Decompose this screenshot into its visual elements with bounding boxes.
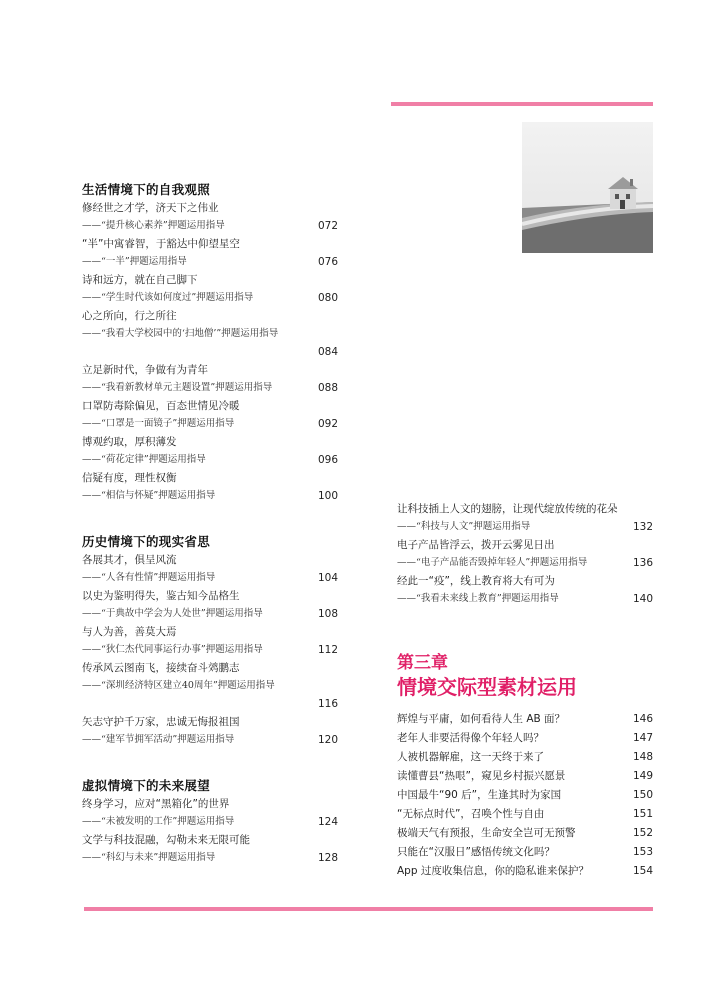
page-number: 084 (317, 346, 338, 358)
page-number: 132 (632, 521, 653, 533)
page-number: 072 (317, 220, 338, 232)
entry-title: “半”中寓睿智，于豁达中仰望星空 (82, 238, 240, 250)
entry-title: 人被机器解雇，这一天终于来了 (397, 751, 544, 763)
page-number: 088 (317, 382, 338, 394)
list-item[interactable] (397, 767, 653, 786)
list-item[interactable] (397, 729, 653, 748)
entry-title: 传承风云图南飞，接续奋斗䴔鹏志 (82, 662, 240, 674)
toc-entry[interactable] (82, 795, 338, 831)
entry-subtitle: ——“相信与怀疑”押题运用指导 (82, 490, 216, 501)
entry-title: 老年人非要活得像个年轻人吗？ (397, 732, 544, 744)
entry-title: App 过度收集信息，你的隐私谁来保护？ (397, 865, 589, 877)
list-item[interactable] (397, 862, 653, 881)
toc-entry[interactable] (82, 587, 338, 623)
entry-title: 文学与科技混融，勾勒未来无限可能 (82, 834, 250, 846)
toc-entry[interactable] (82, 831, 338, 867)
page-number: 148 (632, 751, 653, 763)
entry-title: 让科技插上人文的翅膀，让现代绽放传统的花朵 (397, 503, 618, 515)
entry-title: 信疑有度，理性权衡 (82, 472, 177, 484)
right-toc-column (397, 500, 653, 608)
page-number: 120 (317, 734, 338, 746)
entry-title: 以史为鉴明得失，鉴古知今品格生 (82, 590, 240, 602)
list-item[interactable] (397, 843, 653, 862)
entry-subtitle: ——“科幻与未来”押题运用指导 (82, 852, 216, 863)
page-number: 128 (317, 852, 338, 864)
entry-title: 修经世之才学，济天下之伟业 (82, 202, 219, 214)
entry-subtitle: ——“深圳经济特区建立40周年”押题运用指导 (82, 680, 275, 691)
toc-entry[interactable] (82, 235, 338, 271)
list-item[interactable] (397, 805, 653, 824)
entry-subtitle: ——“一半”押题运用指导 (82, 256, 187, 267)
entry-title: 博观约取，厚积薄发 (82, 436, 177, 448)
entry-title: 矢志守护千万家，忠诚无悔报祖国 (82, 716, 240, 728)
entry-subtitle: ——“未被发明的工作”押题运用指导 (82, 816, 235, 827)
list-item[interactable] (397, 786, 653, 805)
page-number: 080 (317, 292, 338, 304)
section-title-virtual: 虚拟情境下的未来展望 (82, 778, 211, 793)
bottom-pink-bar (84, 907, 653, 911)
entry-title: 读懂曹县“热哏”，窥见乡村振兴愿景 (397, 770, 566, 782)
page-number: 153 (632, 846, 653, 858)
section-title-life: 生活情境下的自我观照 (82, 182, 211, 197)
entry-subtitle: ——“学生时代该如何度过”押题运用指导 (82, 292, 254, 303)
entry-title: 各展其才，俱呈风流 (82, 554, 177, 566)
page-number: 124 (317, 816, 338, 828)
toc-entry[interactable] (82, 433, 338, 469)
page-number: 076 (317, 256, 338, 268)
page-number: 146 (632, 713, 653, 725)
toc-entry[interactable] (82, 361, 338, 397)
entry-title: 中国最牛“90 后”，生逢其时为家国 (397, 789, 562, 801)
entry-title: 极端天气有预报，生命安全岂可无预警 (397, 827, 576, 839)
page-number: 152 (632, 827, 653, 839)
entry-subtitle: ——“于典故中学会为人处世”押题运用指导 (82, 608, 263, 619)
list-item[interactable] (397, 710, 653, 729)
entry-title: 电子产品皆浮云，拨开云雾见日出 (397, 539, 555, 551)
entry-title: 终身学习，应对“黑箱化”的世界 (82, 798, 230, 810)
entry-title: “无标点时代”，召唤个性与自由 (397, 808, 545, 820)
house-landscape-photo (522, 122, 653, 253)
entry-title: 诗和远方，就在自己脚下 (82, 274, 198, 286)
page-number: 140 (632, 593, 653, 605)
page-number: 150 (632, 789, 653, 801)
entry-subtitle: ——“我看大学校园中的‘扫地僧’”押题运用指导 (82, 328, 279, 339)
entry-subtitle: ——“口罩是一面镜子”押题运用指导 (82, 418, 235, 429)
list-item[interactable] (397, 824, 653, 843)
entry-subtitle: ——“科技与人文”押题运用指导 (397, 521, 531, 532)
entry-subtitle: ——“狄仁杰代同事运行办事”押题运用指导 (82, 644, 263, 655)
entry-subtitle: ——“提升核心素养”押题运用指导 (82, 220, 225, 231)
toc-entry[interactable] (82, 271, 338, 307)
entry-title: 立足新时代，争做有为青年 (82, 364, 208, 376)
entry-subtitle: ——“电子产品能否毁掉年轻人”押题运用指导 (397, 557, 588, 568)
chapter-heading (397, 652, 577, 700)
page-number: 136 (632, 557, 653, 569)
chapter3-list (397, 710, 653, 881)
page-number: 151 (632, 808, 653, 820)
entry-title: 只能在“汉服日”感悟传统文化吗？ (397, 846, 555, 858)
entry-title: 与人为善，善莫大焉 (82, 626, 177, 638)
left-toc-column (82, 180, 338, 867)
toc-entry[interactable] (397, 500, 653, 536)
toc-entry[interactable] (82, 199, 338, 235)
entry-subtitle: ——“我看未来线上教育”押题运用指导 (397, 593, 559, 604)
page-number: 149 (632, 770, 653, 782)
chapter-number: 第三章 (397, 653, 448, 673)
entry-subtitle: ——“人各有性情”押题运用指导 (82, 572, 216, 583)
page-number: 112 (317, 644, 338, 656)
page-number: 092 (317, 418, 338, 430)
toc-entry[interactable] (82, 307, 338, 361)
entry-title: 辉煌与平庸，如何看待人生 AB 面？ (397, 713, 566, 725)
entry-title: 经此一“疫”，线上教育将大有可为 (397, 575, 555, 587)
page-number: 104 (317, 572, 338, 584)
list-item[interactable] (397, 748, 653, 767)
page-number: 100 (317, 490, 338, 502)
entry-subtitle: ——“我看新教材单元主题设置”押题运用指导 (82, 382, 273, 393)
entry-title: 口罩防毒除偏见，百态世情见冷暖 (82, 400, 240, 412)
toc-entry[interactable] (397, 536, 653, 572)
page-number: 096 (317, 454, 338, 466)
entry-title: 心之所向，行之所往 (82, 310, 177, 322)
entry-subtitle: ——“荷花定律”押题运用指导 (82, 454, 206, 465)
page-number: 154 (632, 865, 653, 877)
toc-entry[interactable] (82, 469, 338, 505)
page-number: 116 (317, 698, 338, 710)
top-pink-bar (391, 102, 653, 106)
toc-entry[interactable] (82, 623, 338, 659)
toc-entry[interactable] (82, 551, 338, 587)
page-number: 147 (632, 732, 653, 744)
entry-subtitle: ——“建军节拥军活动”押题运用指导 (82, 734, 235, 745)
page-number: 108 (317, 608, 338, 620)
toc-entry[interactable] (82, 397, 338, 433)
toc-entry[interactable] (82, 659, 338, 713)
section-title-history: 历史情境下的现实省思 (82, 534, 211, 549)
toc-entry[interactable] (82, 713, 338, 749)
chapter-name: 情境交际型素材运用 (397, 675, 577, 699)
toc-entry[interactable] (397, 572, 653, 608)
